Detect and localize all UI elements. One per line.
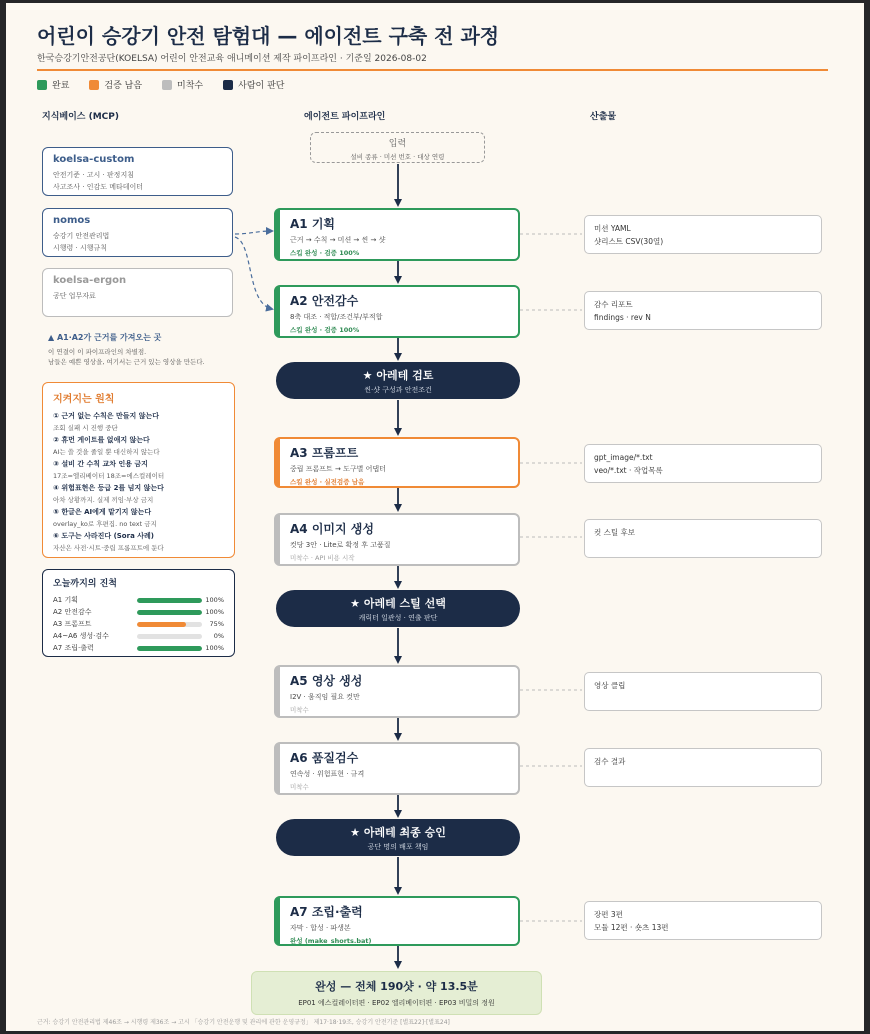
stage-a5 xyxy=(274,665,520,718)
stage-a2 xyxy=(274,285,520,338)
kb-note-title: ▲ A1·A2가 근거를 가져오는 곳 xyxy=(48,333,162,342)
stage-title: A6 품질검수 xyxy=(290,751,359,765)
kb-line: 사고조사 · 인감도 메타데이터 xyxy=(53,183,144,191)
stage-desc: 근거 → 수칙 → 미션 → 씬 → 샷 xyxy=(290,236,386,244)
gate-review xyxy=(276,362,520,399)
output-a4 xyxy=(584,519,822,558)
link-nomos-a2 xyxy=(235,237,272,309)
output-line: 감수 리포트 xyxy=(594,300,633,309)
output-a3 xyxy=(584,444,822,483)
kb-koelsa-ergon xyxy=(42,268,233,317)
progress-track xyxy=(137,622,202,627)
principle-title: ④ 위험표현은 등급 2를 넘지 않는다 xyxy=(53,484,164,492)
gate-desc: 캐릭터 일관성 · 연출 판단 xyxy=(358,614,438,622)
output-a7 xyxy=(584,901,822,940)
kb-nomos xyxy=(42,208,233,257)
stage-status: 미착수 xyxy=(290,706,309,714)
input-desc: 설비 종류 · 미션 번호 · 대상 연령 xyxy=(350,153,445,161)
principles-panel xyxy=(42,382,235,558)
kb-name: koelsa-ergon xyxy=(53,275,127,286)
gate-final-approval xyxy=(276,819,520,856)
kb-koelsa-custom xyxy=(42,147,233,196)
stage-status: 스킵 완성 · 검증 100% xyxy=(290,249,360,257)
footer-note: 근거: 승강기 안전관리법 제46조 → 시행령 제36조 → 고시 「승강기 안전운행 및 관리에 관한 운영규정」 제17·18·19조, 승강기 안전기준 [별표22]·[별표24] xyxy=(37,1019,450,1026)
stage-title: A3 프롬프트 xyxy=(290,446,359,460)
progress-track xyxy=(137,610,202,615)
stage-desc: 중립 프롬프트 → 도구별 어댑터 xyxy=(290,465,386,473)
progress-row xyxy=(53,618,224,630)
kb-line: 안전기준 · 고시 · 판정지침 xyxy=(53,171,134,179)
progress-label: A1 기획 xyxy=(53,596,78,604)
stage-status: 스킵 완성 · 검증 100% xyxy=(290,326,360,334)
kb-note-line: 이 연결이 이 파이프라인의 차별점. xyxy=(48,348,147,356)
progress-label: A3 프롬프트 xyxy=(53,620,92,628)
progress-title: 오늘까지의 진척 xyxy=(53,579,117,589)
progress-value: 0% xyxy=(213,632,224,640)
principle-desc: 조회 실패 시 진행 중단 xyxy=(53,424,118,432)
gate-title: ★ 아레테 최종 승인 xyxy=(350,826,446,839)
stage-a4 xyxy=(274,513,520,566)
link-nomos-a1 xyxy=(235,231,272,234)
legend-label: 사람이 판단 xyxy=(238,81,285,91)
progress-value: 100% xyxy=(205,596,224,604)
principle-desc: 아차 상황까지. 실제 끼임·부상 금지 xyxy=(53,496,154,504)
principle-desc: AI는 쓸 것을 줄일 뿐 대신하지 않는다 xyxy=(53,448,160,456)
column-header-pipeline: 에이전트 파이프라인 xyxy=(304,112,386,122)
stage-status: 미착수 · API 비용 시작 xyxy=(290,554,355,562)
kb-line: 시행령 · 시행규칙 xyxy=(53,244,108,252)
progress-row xyxy=(53,630,224,642)
principle-desc: 자산은 사전·시트·중립 프롬프트에 둔다 xyxy=(53,544,164,552)
progress-panel xyxy=(42,569,235,657)
stage-desc: 연속성 · 위험표현 · 규격 xyxy=(290,770,365,778)
legend-label: 완료 xyxy=(52,81,70,91)
kb-note-line: 남들은 예쁜 영상을, 여기서는 근거 있는 영상을 만든다. xyxy=(48,358,205,366)
progress-label: A2 안전감수 xyxy=(53,608,92,616)
stage-a7 xyxy=(274,896,520,946)
stage-title: A1 기획 xyxy=(290,217,335,231)
principle-title: ⑥ 도구는 사라진다 (Sora 사례) xyxy=(53,532,154,540)
progress-row xyxy=(53,642,224,654)
progress-row xyxy=(53,594,224,606)
output-line: veo/*.txt · 작업목록 xyxy=(594,466,663,475)
output-a6 xyxy=(584,748,822,787)
progress-value: 100% xyxy=(205,608,224,616)
principle-title: ⑤ 한글은 AI에게 맡기지 않는다 xyxy=(53,508,152,516)
gate-title: ★ 아레테 검토 xyxy=(362,369,434,382)
stage-title: A2 안전감수 xyxy=(290,294,359,308)
output-line: 영상 클립 xyxy=(594,681,626,690)
output-a2 xyxy=(584,291,822,330)
kb-line: 공단 업무자료 xyxy=(53,292,96,300)
stage-a6 xyxy=(274,742,520,795)
progress-fill xyxy=(137,610,202,615)
progress-label: A7 조립·출력 xyxy=(53,644,94,652)
output-line: 샷리스트 CSV(30열) xyxy=(594,237,664,246)
principle-desc: overlay_ko로 후편집. no text 금지 xyxy=(53,520,157,528)
principles-title: 지켜지는 원칙 xyxy=(53,394,115,405)
page-title: 어린이 승강기 안전 탐험대 — 에이전트 구축 전 과정 xyxy=(37,24,500,48)
column-header-knowledge: 지식베이스 (MCP) xyxy=(42,112,119,122)
gate-desc: 씬·샷 구성과 안전조건 xyxy=(364,386,432,394)
progress-fill xyxy=(137,598,202,603)
legend-label: 미착수 xyxy=(177,81,204,91)
input-title: 입력 xyxy=(388,139,407,149)
stage-desc: 8축 대조 · 적합/조건부/부적합 xyxy=(290,313,383,321)
output-line: 모듈 12편 · 숏츠 13편 xyxy=(594,923,669,932)
output-line: gpt_image/*.txt xyxy=(594,453,653,462)
final-title: 완성 — 전체 190샷 · 약 13.5분 xyxy=(315,980,478,993)
final-summary xyxy=(251,971,542,1015)
progress-label: A4~A6 생성·검수 xyxy=(53,632,109,640)
stage-title: A7 조립·출력 xyxy=(290,905,363,919)
progress-fill xyxy=(137,646,202,651)
progress-value: 100% xyxy=(205,644,224,652)
output-line: findings · rev N xyxy=(594,313,651,322)
input-box xyxy=(310,132,485,163)
output-a1 xyxy=(584,215,822,254)
progress-track xyxy=(137,646,202,651)
progress-value: 75% xyxy=(209,620,224,628)
kb-line: 승강기 안전관리법 xyxy=(53,232,110,240)
principle-title: ① 근거 없는 수칙은 만들지 않는다 xyxy=(53,412,160,420)
final-desc: EP01 에스컬레이터편 · EP02 엘리베이터편 · EP03 비밀의 정원 xyxy=(298,999,495,1007)
stage-desc: 컷당 3안 · Lite로 확정 후 고품질 xyxy=(290,541,391,549)
principle-desc: 17조=엘리베이터 18조=에스컬레이터 xyxy=(53,472,165,480)
kb-name: koelsa-custom xyxy=(53,154,135,165)
stage-title: A4 이미지 생성 xyxy=(290,522,374,536)
stage-a1 xyxy=(274,208,520,261)
column-header-outputs: 산출물 xyxy=(590,112,617,122)
gate-title: ★ 아레테 스틸 선택 xyxy=(350,597,446,610)
progress-track xyxy=(137,634,202,639)
output-line: 장편 3편 xyxy=(594,910,623,919)
progress-row xyxy=(53,606,224,618)
kb-note xyxy=(48,332,248,367)
progress-fill xyxy=(137,622,185,627)
stage-desc: 자막 · 합성 · 파생본 xyxy=(290,924,351,932)
stage-desc: I2V · 움직임 필요 컷만 xyxy=(290,693,360,701)
stage-status: 완성 (make_shorts.bat) xyxy=(290,937,372,945)
principle-title: ③ 설비 간 수칙 교차 인용 금지 xyxy=(53,460,148,468)
page-subtitle: 한국승강기안전공단(KOELSA) 어린이 안전교육 애니메이션 제작 파이프라인 · 기준일 2026-08-02 xyxy=(37,54,427,64)
pipeline-sheet xyxy=(6,3,864,1031)
output-a5 xyxy=(584,672,822,711)
output-line: 컷 스틸 후보 xyxy=(594,528,635,537)
principle-title: ② 휴먼 게이트를 없애지 않는다 xyxy=(53,436,150,444)
output-line: 검수 결과 xyxy=(594,757,626,766)
output-line: 미션 YAML xyxy=(594,224,631,233)
stage-title: A5 영상 생성 xyxy=(290,674,363,688)
stage-a3 xyxy=(274,437,520,488)
gate-desc: 공단 명의 배포 책임 xyxy=(367,843,429,851)
progress-track xyxy=(137,598,202,603)
gate-still-select xyxy=(276,590,520,627)
stage-status: 스킬 완성 · 실전검증 남음 xyxy=(290,478,365,486)
kb-name: nomos xyxy=(53,215,91,226)
stage-status: 미착수 xyxy=(290,783,309,791)
legend-label: 검증 남음 xyxy=(104,81,143,91)
